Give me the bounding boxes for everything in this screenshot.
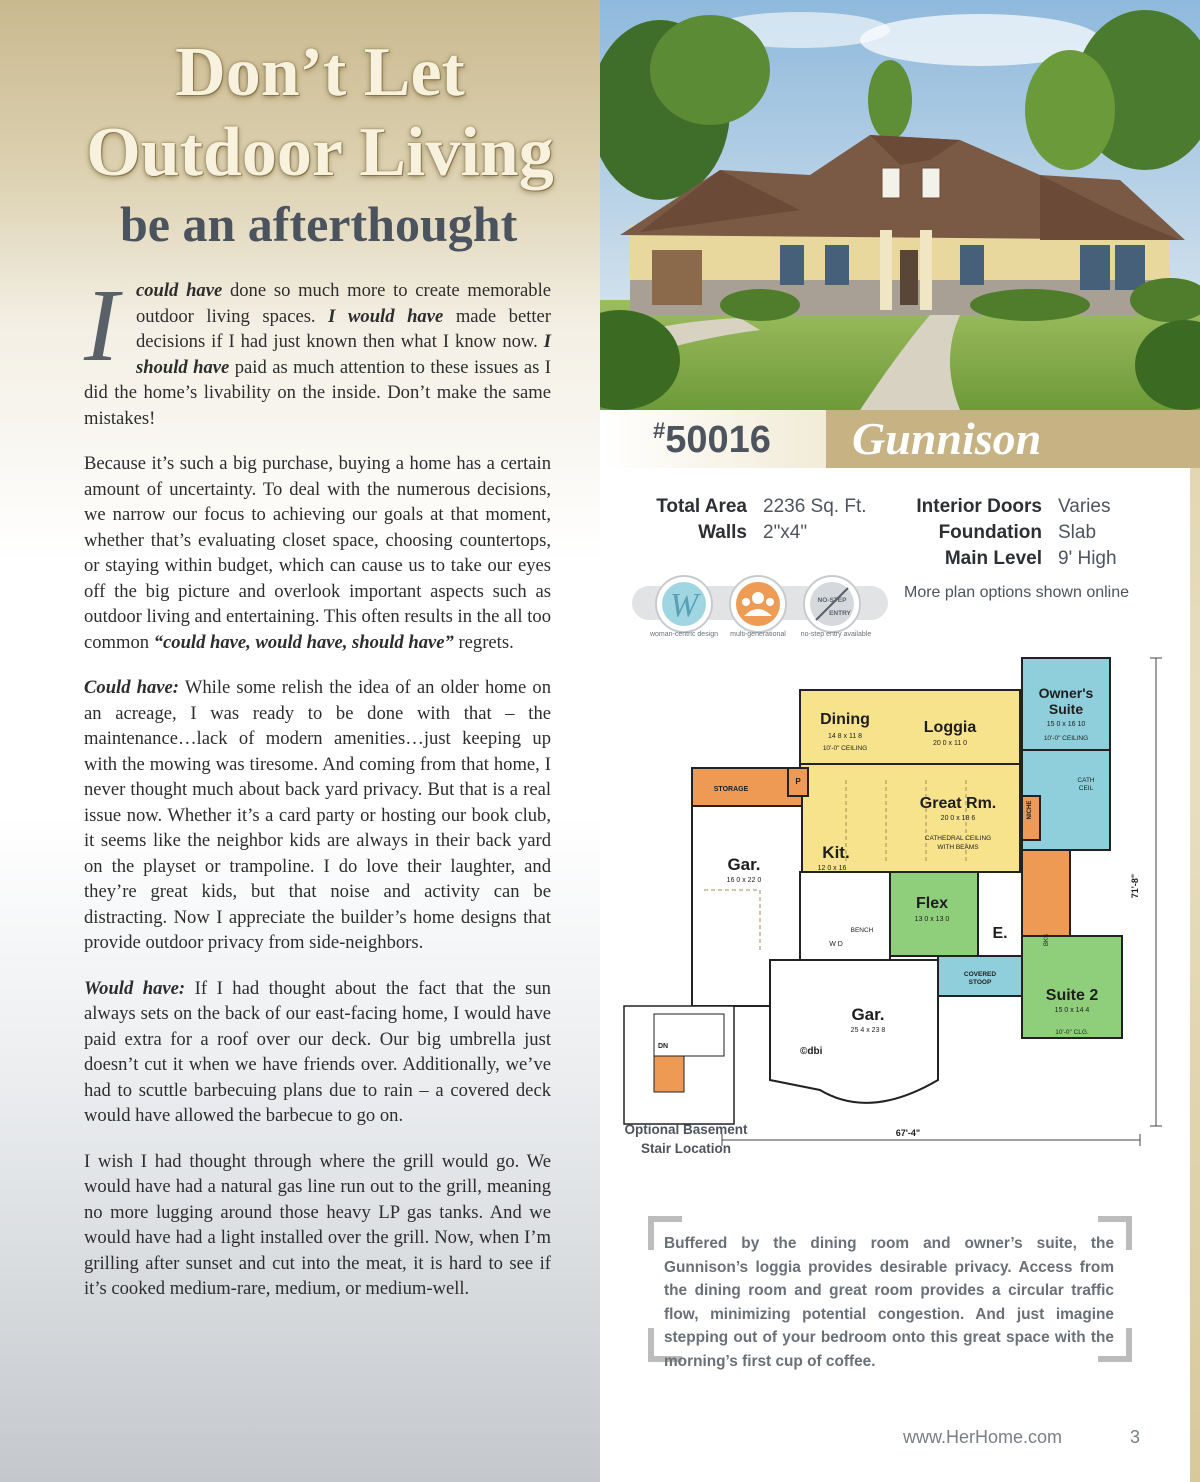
room-label-garage-1: Gar. xyxy=(727,855,761,874)
footer-url[interactable]: www.HerHome.com xyxy=(903,1427,1063,1447)
text-span: done so much more to create memorable outdoor living spaces. xyxy=(136,280,551,327)
niche-label: NICHE xyxy=(1027,800,1033,820)
room-label-flex: Flex xyxy=(915,895,949,912)
plan-specs-left xyxy=(640,496,867,548)
room-ceiling-suite-2: 10'-0" CLG. xyxy=(1055,1029,1089,1036)
emphasis-regrets: “could have, would have, should have” xyxy=(153,631,454,653)
text-span: Because it’s such a big purchase, buying a home has a certain amount of uncertainty. To deal with the numerous decisions, we narrow our focus to achieving our goals at that moment, whether that’s evaluating closet space, choosing countertops, or staying within budget, which can cause us to take our eyes off the big picture and overlook important aspects such as outdoor living and entertaining. This often results in the all too common xyxy=(84,453,552,653)
spec-value: 9' High xyxy=(1058,548,1117,569)
room-ceiling-great-2: WITH BEAMS xyxy=(937,844,979,851)
plan-name-panel xyxy=(826,410,1200,468)
room-label-entry: E. xyxy=(992,925,1008,942)
text-span: I wish I had thought through where the grill would go. We would have had a natural gas line run out to the grill, meaning no more lugging around those heavy LP gas tanks. And we would have had a light installed over the grill. Now, when I’m grilling after sunset and cut into the meat, it is hard to see if it’s cooked medium-rare, medium, or medium-well. xyxy=(84,1150,551,1299)
plan-hash: # xyxy=(653,418,666,443)
width-dimension: 67'-4" xyxy=(895,1128,921,1138)
spec-label: Total Area xyxy=(656,496,747,517)
no-step-entry-icon xyxy=(804,576,860,632)
room-dim-kitchen: 12 0 x 16 xyxy=(817,865,847,872)
spec-row xyxy=(890,548,1117,574)
spec-row xyxy=(890,496,1117,522)
headline-line2: Outdoor Living xyxy=(86,114,554,191)
room-label-kitchen: Kit. xyxy=(822,843,850,862)
room-label-suite-2: Suite 2 xyxy=(1045,987,1099,1004)
room-label-owners: Owner's xyxy=(1038,685,1094,701)
dbi-copyright: ©dbi xyxy=(800,1046,823,1057)
room-dim-garage-1: 16 0 x 22 0 xyxy=(726,877,762,884)
svg-text:ENTRY: ENTRY xyxy=(829,610,851,617)
text-span: paid as much attention to these issues as I did the home’s livability on the inside. Don’t make the same mistakes! xyxy=(84,356,551,429)
plan-number xyxy=(653,418,771,462)
text-span: If I had thought about the fact that the sun always sets on the back of our east-facing home, I would have paid extra for a roof over our deck. Our big umbrella just doesn’t cut it when we have friends over. Additionally, we’ve had to scuttle barbecuing plans due to rain – a covered deck would have allowed the barbecue to go on. xyxy=(84,977,551,1126)
plan-column xyxy=(600,0,1200,1482)
article-paragraph-intro xyxy=(84,268,551,431)
feature-badges xyxy=(630,572,890,638)
room-dim-loggia: 20 0 x 11 0 xyxy=(932,740,968,747)
room-label-pantry: P xyxy=(795,777,801,786)
plan-title-bar xyxy=(600,410,1200,468)
plan-name: Gunnison xyxy=(852,413,1042,464)
plan-specs-right xyxy=(890,496,1117,574)
more-options-note: More plan options shown online xyxy=(904,584,1130,601)
plan-number-value: 50016 xyxy=(665,419,771,461)
emphasis-should-have: I should have xyxy=(136,331,551,378)
svg-text:W: W xyxy=(669,587,699,624)
page-number: 3 xyxy=(1130,1427,1141,1447)
article-body xyxy=(84,268,552,1322)
room-dim-owners: 15 0 x 16 10 xyxy=(1046,721,1086,728)
room-dim-dining: 14 8 x 11 8 xyxy=(827,733,863,740)
room-label-garage-2: Gar. xyxy=(851,1005,885,1024)
cathedral-ceiling-label: CATH xyxy=(1077,777,1095,784)
badge-caption-1: woman-centric design xyxy=(649,631,719,638)
article-paragraph-3 xyxy=(84,675,551,956)
callout-text: Buffered by the dining room and owner’s suite, the Gunnison’s loggia provides desirable privacy. Access from the dining room and great room provides a circular traffic flow, minimizing potential congestion. And just imagine stepping out of your bedroom onto this great space with the morning’s first cup of coffee. xyxy=(664,1235,1114,1370)
basement-caption: Optional Basement xyxy=(624,1122,748,1137)
floor-plan-drawing xyxy=(610,650,1170,1160)
spec-value: Varies xyxy=(1058,496,1111,517)
room-label-stoop-2: STOOP xyxy=(968,979,992,986)
spec-row xyxy=(890,522,1117,548)
room-label-dining: Dining xyxy=(820,711,870,728)
laundry-label: W D xyxy=(829,941,843,948)
headline-subtitle: be an afterthought xyxy=(120,196,518,252)
plan-description-callout xyxy=(648,1216,1132,1370)
room-ceiling-owners: 10'-0" CEILING xyxy=(1043,735,1089,742)
basement-caption-2: Stair Location xyxy=(640,1141,732,1156)
article-paragraph-2 xyxy=(84,451,551,655)
svg-text:NO-STEP: NO-STEP xyxy=(817,597,847,604)
drop-cap: I xyxy=(84,268,119,383)
article-paragraph-4 xyxy=(84,976,551,1129)
spec-label: Main Level xyxy=(944,548,1042,569)
badge-caption-2: multi-generational xyxy=(730,631,786,638)
text-span: made better decisions if I had just known then what I know now. xyxy=(136,305,551,352)
text-span: regrets. xyxy=(453,631,514,653)
lead-in-could-have: Could have: xyxy=(84,677,179,698)
bench-label: BENCH xyxy=(850,927,874,934)
room-dim-great: 20 0 x 18 6 xyxy=(940,815,976,822)
room-dim-flex: 13 0 x 13 0 xyxy=(914,916,950,923)
article-paragraph-5 xyxy=(84,1149,551,1302)
headline-line1: Don’t Let xyxy=(175,34,465,111)
spec-label: Foundation xyxy=(938,522,1042,543)
bookshelf-label: BKS xyxy=(1044,933,1050,947)
depth-dimension: 71'-8" xyxy=(1130,873,1140,899)
emphasis-would-have: I would have xyxy=(328,305,444,327)
room-label-great: Great Rm. xyxy=(919,795,997,812)
spec-row xyxy=(640,496,867,522)
woman-centric-icon xyxy=(656,576,712,632)
spec-value: 2"x4" xyxy=(763,522,808,543)
room-label-owners-2: Suite xyxy=(1048,701,1084,717)
spec-value: Slab xyxy=(1058,522,1097,543)
badge-caption-3: no-step entry available xyxy=(800,631,872,638)
room-label-storage: STORAGE xyxy=(713,786,749,793)
text-span: While some relish the idea of an older home on an acreage, I was ready to be done with that – the maintenance…lack of modern amenities…just keeping up with the mowing was tiresome. And coming from that home, I never thought much about back yard privacy. But that is a real issue now. Whether it’s a card party or hosting our book club, it seems like the neighbor kids are always in their back yard on the playset or trampoline. I do love their laughter, and they’re great kids, but that noise and activity can be distracting. Now I appreciate the builder’s home designs that provide outdoor privacy from side-neighbors. xyxy=(84,677,551,953)
spec-value: 2236 Sq. Ft. xyxy=(763,496,867,517)
spec-label: Walls xyxy=(698,522,747,543)
house-rendering-image xyxy=(600,0,1200,410)
cathedral-ceiling-label-2: CEIL xyxy=(1078,785,1094,792)
plan-number-panel xyxy=(600,410,826,468)
stair-down-label: DN xyxy=(658,1043,669,1050)
room-label-loggia: Loggia xyxy=(923,719,977,736)
multi-generational-icon xyxy=(730,576,786,632)
room-ceiling-dining: 10'-0" CEILING xyxy=(822,745,868,752)
lead-in-would-have: Would have: xyxy=(84,977,186,999)
spec-row xyxy=(640,522,867,548)
spec-label: Interior Doors xyxy=(916,496,1042,517)
room-ceiling-great: CATHEDRAL CEILING xyxy=(924,835,992,842)
room-dim-suite-2: 15 0 x 14 4 xyxy=(1054,1007,1090,1014)
emphasis-could-have: could have xyxy=(136,280,223,301)
room-label-stoop: COVERED xyxy=(963,971,997,978)
room-dim-garage-2: 25 4 x 23 8 xyxy=(850,1027,886,1034)
